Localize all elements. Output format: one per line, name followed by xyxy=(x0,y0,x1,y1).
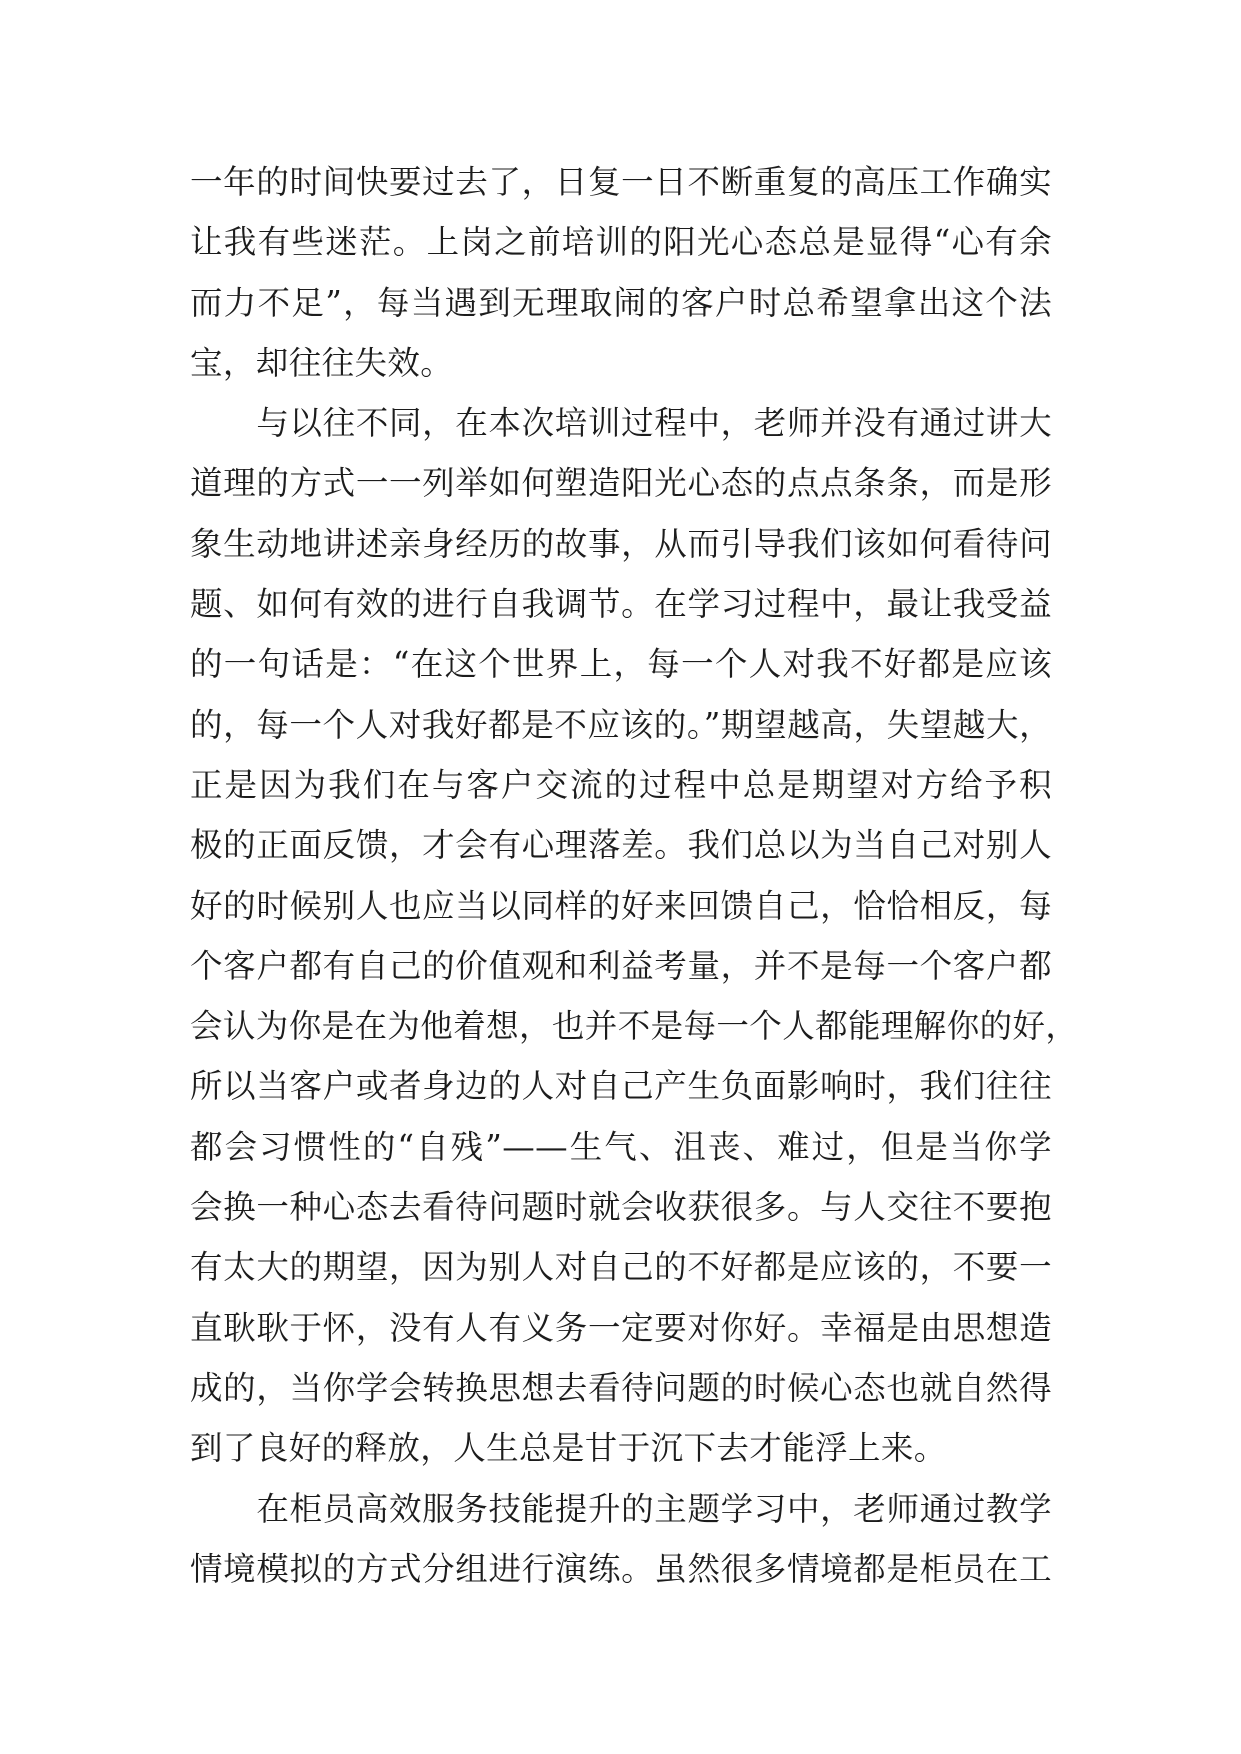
text-line: 题、如何有效的进行自我调节。在学习过程中，最让我受益 xyxy=(190,585,1052,624)
text-line: 宝，却往往失效。 xyxy=(190,343,454,382)
text-line: 个客户都有自己的价值观和利益考量，并不是每一个客户都 xyxy=(190,946,1052,985)
body-text xyxy=(190,152,1079,1599)
text-line: 而力不足”，每当遇到无理取闹的客户时总希望拿出这个法 xyxy=(190,283,1052,322)
text-line: 极的正面反馈，才会有心理落差。我们总以为当自己对别人 xyxy=(190,826,1052,865)
text-line: 会认为你是在为他着想，也并不是每一个人都能理解你的好， xyxy=(190,1007,1079,1046)
text-line: 道理的方式一一列举如何塑造阳光心态的点点条条，而是形 xyxy=(190,464,1052,503)
text-line: 会换一种心态去看待问题时就会收获很多。与人交往不要抱 xyxy=(190,1188,1052,1227)
text-line: 直耿耿于怀，没有人有义务一定要对你好。幸福是由思想造 xyxy=(190,1308,1052,1347)
text-line: 到了良好的释放，人生总是甘于沉下去才能浮上来。 xyxy=(190,1429,947,1468)
text-line: 一年的时间快要过去了，日复一日不断重复的高压工作确实 xyxy=(190,163,1052,201)
text-line: 情境模拟的方式分组进行演练。虽然很多情境都是柜员在工 xyxy=(190,1549,1052,1588)
text-line: 正是因为我们在与客户交流的过程中总是期望对方给予积 xyxy=(190,765,1052,804)
text-line: 的一句话是：“在这个世界上，每一个人对我不好都是应该 xyxy=(190,645,1052,684)
text-line: 在柜员高效服务技能提升的主题学习中，老师通过教学 xyxy=(190,1489,1052,1528)
text-line: 有太大的期望，因为别人对自己的不好都是应该的，不要一 xyxy=(190,1248,1052,1287)
text-line: 象生动地讲述亲身经历的故事，从而引导我们该如何看待问 xyxy=(190,524,1052,563)
text-line: 好的时候别人也应当以同样的好来回馈自己，恰恰相反，每 xyxy=(190,886,1052,925)
text-line: 成的，当你学会转换思想去看待问题的时候心态也就自然得 xyxy=(190,1368,1052,1407)
text-line: 的，每一个人对我好都是不应该的。”期望越高，失望越大， xyxy=(190,705,1052,744)
text-line: 都会习惯性的“自残”——生气、沮丧、难过，但是当你学 xyxy=(190,1127,1052,1166)
text-line: 与以往不同，在本次培训过程中，老师并没有通过讲大 xyxy=(190,404,1052,443)
text-line: 所以当客户或者身边的人对自己产生负面影响时，我们往往 xyxy=(190,1067,1052,1106)
text-line: 让我有些迷茫。上岗之前培训的阳光心态总是显得“心有余 xyxy=(190,223,1052,262)
